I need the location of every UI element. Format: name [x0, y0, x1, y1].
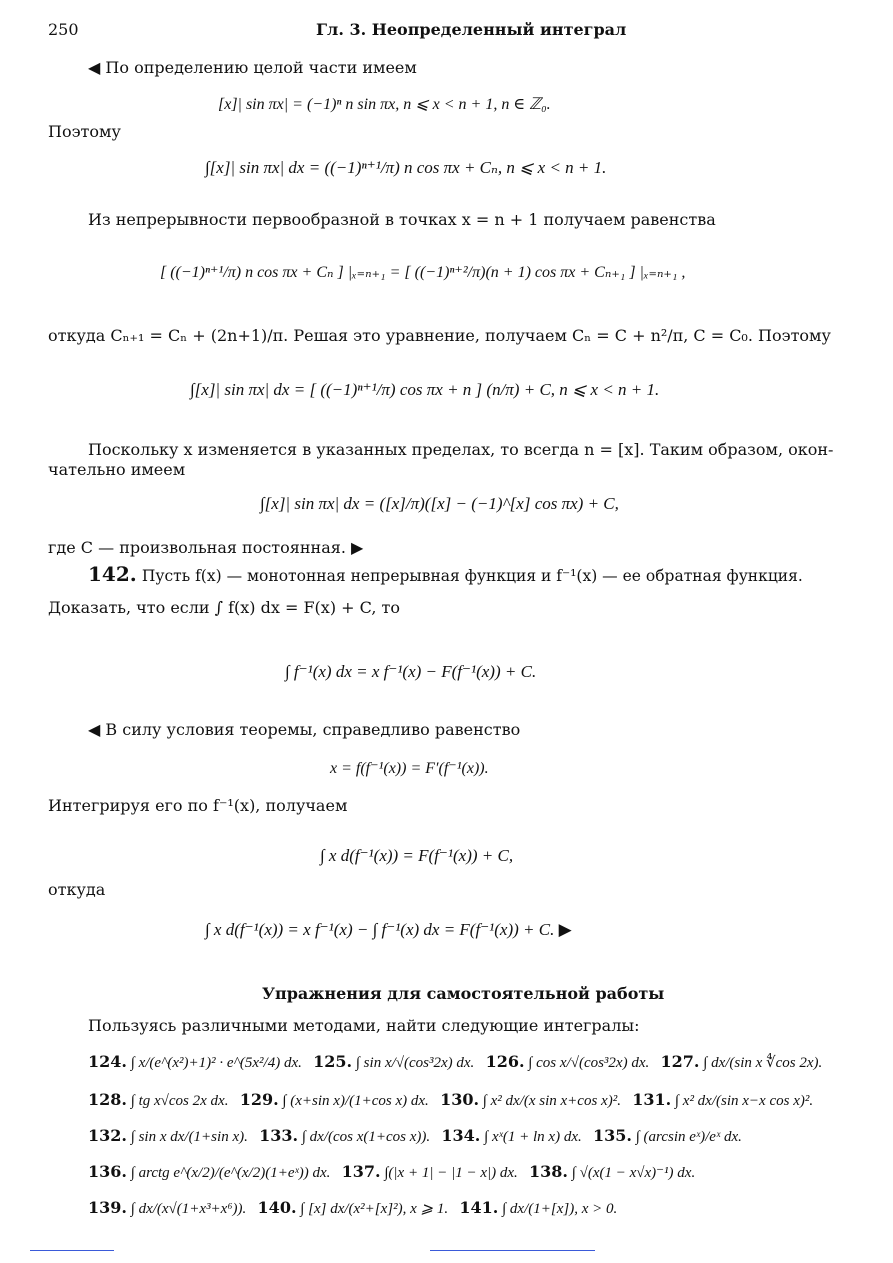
formula: ∫ f⁻¹(x) dx = x f⁻¹(x) − F(f⁻¹(x)) + C. [285, 662, 537, 681]
exercise-row: 136. ∫ arctg e^(x/2)/(e^(x/2)(1+eˣ)) dx. 137. ∫(|x + 1| − |1 − x|) dx. 138. ∫ √(x(1 − x√x)⁻¹) dx. [88, 1162, 696, 1181]
text-line: Интегрируя его по f⁻¹(x), получаем [48, 796, 348, 815]
text-line: Доказать, что если ∫ f(x) dx = F(x) + C, то [48, 598, 400, 617]
formula: ∫[x]| sin πx| dx = [ ((−1)ⁿ⁺¹/π) cos πx + n ] (n/π) + C, n ⩽ x < n + 1. [190, 380, 660, 399]
problem-number: 142. [88, 562, 137, 586]
text-line: откуда Cₙ₊₁ = Cₙ + (2n+1)/π. Решая это уравнение, получаем Cₙ = C + n²/π, C = C₀. Поэтому [48, 326, 831, 345]
formula: ∫[x]| sin πx| dx = ((−1)ⁿ⁺¹/π) n cos πx + Cₙ, n ⩽ x < n + 1. [205, 158, 607, 177]
text-line: Поскольку x изменяется в указанных пределах, то всегда n = [x]. Таким образом, окон- [88, 440, 834, 459]
exercise-row: 139. ∫ dx/(x√(1+x³+x⁶)). 140. ∫ [x] dx/(x²+[x]²), x ⩾ 1. 141. ∫ dx/(1+[x]), x > 0. [88, 1198, 618, 1217]
text-line: откуда [48, 880, 106, 899]
problem-text: Пусть f(x) — монотонная непрерывная функция и f⁻¹(x) — ее обратная функция. [141, 567, 803, 585]
formula: x = f(f⁻¹(x)) = F′(f⁻¹(x)). [330, 760, 489, 777]
chapter-title: Гл. 3. Неопределенный интеграл [316, 20, 627, 39]
page-number: 250 [48, 20, 79, 39]
formula: ∫ x d(f⁻¹(x)) = x f⁻¹(x) − ∫ f⁻¹(x) dx = F(f⁻¹(x)) + C. ▶ [205, 920, 572, 939]
exercise-row: 124. ∫ x/(e^(x²)+1)² · e^(5x²/4) dx. 125. ∫ sin x/√(cos³2x) dx. 126. ∫ cos x/√(cos³2x) dx. 127. ∫ dx/(sin x ∜cos 2x). [88, 1052, 823, 1071]
exercise-row: 128. ∫ tg x√cos 2x dx. 129. ∫ (x+sin x)/(1+cos x) dx. 130. ∫ x² dx/(x sin x+cos x)². 131. ∫ x² dx/(sin x−x cos x)². [88, 1090, 814, 1109]
footer-link-line-right [430, 1250, 595, 1251]
text-line: чательно имеем [48, 460, 186, 479]
text-line: ◀ В силу условия теоремы, справедливо равенство [88, 720, 521, 739]
text-line: ◀ По определению целой части имеем [88, 58, 417, 77]
text-line: Поэтому [48, 122, 121, 141]
text-line: Из непрерывности первообразной в точках x = n + 1 получаем равенства [88, 210, 716, 229]
formula: ∫ x d(f⁻¹(x)) = F(f⁻¹(x)) + C, [320, 846, 514, 865]
formula: [ ((−1)ⁿ⁺¹/π) n cos πx + Cₙ ] |ₓ₌ₙ₊₁ = [ ((−1)ⁿ⁺²/π)(n + 1) cos πx + Cₙ₊₁ ] |ₓ₌ₙ₊₁ , [160, 264, 686, 281]
text-line: где C — произвольная постоянная. ▶ [48, 538, 364, 557]
text-line: Пользуясь различными методами, найти следующие интегралы: [88, 1016, 640, 1035]
formula: ∫[x]| sin πx| dx = ([x]/π)([x] − (−1)^[x] cos πx) + C, [260, 494, 619, 513]
section-heading: Упражнения для самостоятельной работы [262, 984, 665, 1003]
problem-142 [88, 562, 803, 586]
formula: [x]| sin πx| = (−1)ⁿ n sin πx, n ⩽ x < n + 1, n ∈ ℤ₀. [218, 96, 551, 113]
footer-link-line-left [30, 1250, 114, 1251]
exercise-row: 132. ∫ sin x dx/(1+sin x). 133. ∫ dx/(cos x(1+cos x)). 134. ∫ xˣ(1 + ln x) dx. 135. ∫ (arcsin eˣ)/eˣ dx. [88, 1126, 742, 1145]
